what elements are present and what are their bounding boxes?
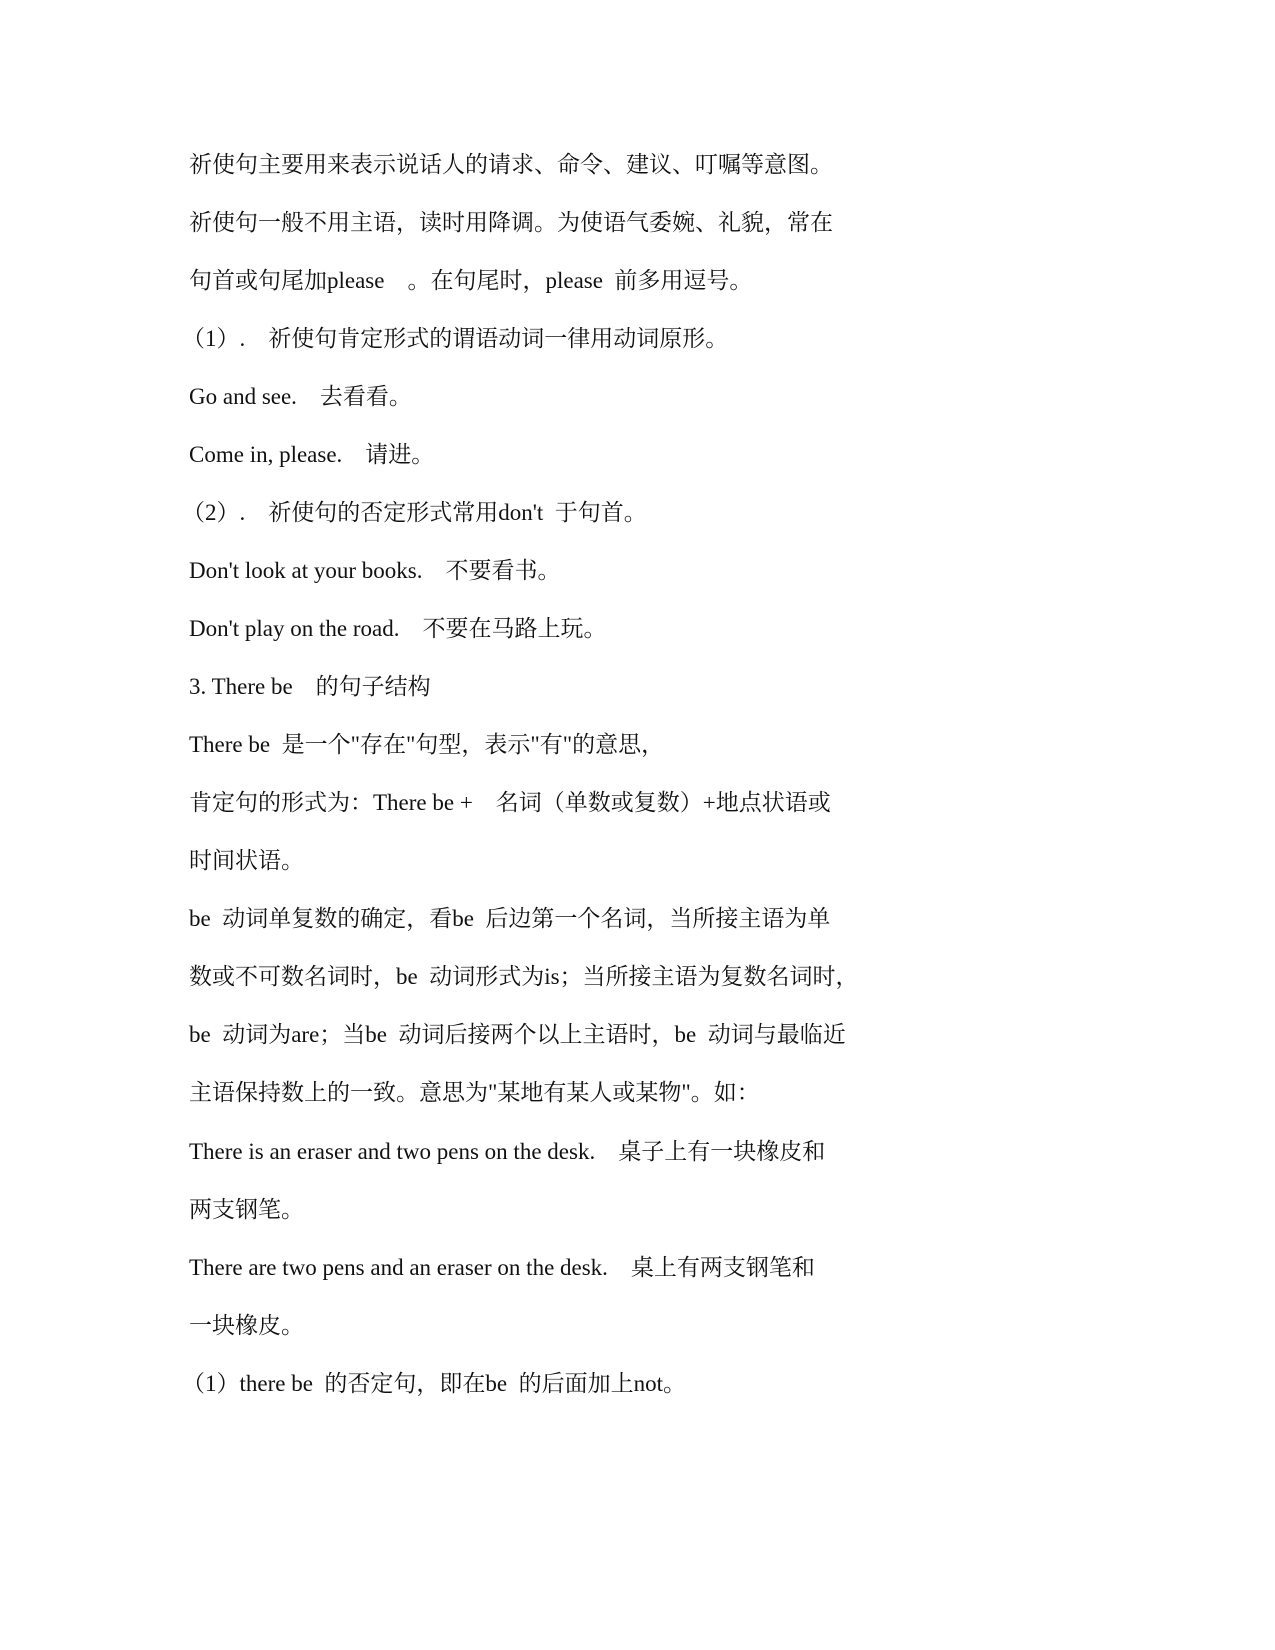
text-line-8: Don't look at your books. 不要看书。 (189, 558, 561, 583)
text-line-5: Go and see. 去看看。 (189, 384, 412, 409)
text-line-1: 祈使句主要用来表示说话人的请求、命令、建议、叮嘱等意图。 (189, 152, 833, 177)
text-line-19: 两支钢笔。 (189, 1197, 304, 1222)
section-heading: 3. There be 的句子结构 (189, 674, 431, 699)
text-line-12: 肯定句的形式为：There be + 名词（单数或复数）+地点状语或 (189, 790, 831, 815)
text-line-6: Come in, please. 请进。 (189, 442, 435, 467)
text-line-11: There be 是一个"存在"句型，表示"有"的意思， (189, 732, 665, 757)
text-line-14: be 动词单复数的确定，看be 后边第一个名词，当所接主语为单 (189, 906, 831, 931)
text-line-15: 数或不可数名词时，be 动词形式为is；当所接主语为复数名词时， (189, 964, 859, 989)
text-line-4: （1）. 祈使句肯定形式的谓语动词一律用动词原形。 (182, 326, 729, 351)
text-line-22: （1）there be 的否定句，即在be 的后面加上not。 (182, 1371, 687, 1396)
text-line-18: There is an eraser and two pens on the desk. 桌子上有一块橡皮和 (189, 1139, 826, 1164)
text-line-16: be 动词为are；当be 动词后接两个以上主语时，be 动词与最临近 (189, 1022, 846, 1047)
text-line-9: Don't play on the road. 不要在马路上玩。 (189, 616, 607, 641)
text-line-7: （2）. 祈使句的否定形式常用don't 于句首。 (182, 500, 647, 525)
text-line-17: 主语保持数上的一致。意思为"某地有某人或某物"。如： (189, 1080, 760, 1105)
text-line-20: There are two pens and an eraser on the desk. 桌上有两支钢笔和 (189, 1255, 815, 1280)
text-line-3: 句首或句尾加please 。在句尾时，please 前多用逗号。 (189, 268, 753, 293)
text-line-13: 时间状语。 (189, 848, 304, 873)
text-line-21: 一块橡皮。 (189, 1313, 304, 1338)
text-line-2: 祈使句一般不用主语，读时用降调。为使语气委婉、礼貌，常在 (189, 210, 833, 235)
